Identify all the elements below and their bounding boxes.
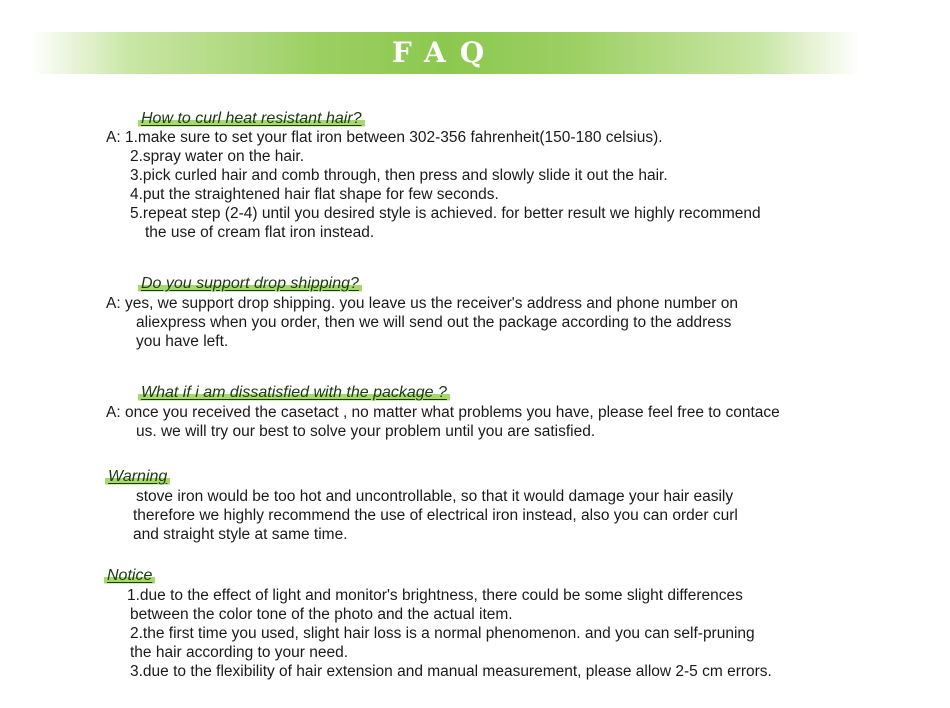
- notice-line: 3.due to the flexibility of hair extension and manual measurement, please allow 2-5 cm errors.: [130, 663, 772, 680]
- notice-heading: Notice: [104, 567, 155, 585]
- faq1-line: 5.repeat step (2-4) until you desired style is achieved. for better result we highly recommend: [130, 205, 761, 222]
- notice-line: the hair according to your need.: [130, 644, 348, 661]
- faq3-line: A: once you received the casetact , no matter what problems you have, please feel free to contace: [106, 404, 780, 421]
- faq1-line: A: 1.make sure to set your flat iron between 302-356 fahrenheit(150-180 celsius).: [106, 129, 663, 146]
- notice-line: 2.the first time you used, slight hair loss is a normal phenomenon. and you can self-pruning: [130, 625, 755, 642]
- warning-line: therefore we highly recommend the use of electrical iron instead, also you can order curl: [133, 507, 738, 524]
- banner-title: FAQ: [391, 36, 499, 69]
- faq1-line: 3.pick curled hair and comb through, then press and slowly slide it out the hair.: [130, 167, 668, 184]
- faq2-line: you have left.: [136, 333, 229, 350]
- faq-banner: [30, 32, 860, 74]
- warning-line: stove iron would be too hot and uncontrollable, so that it would damage your hair easily: [136, 488, 734, 505]
- faq1-question: How to curl heat resistant hair?: [138, 110, 365, 128]
- notice-line: between the color tone of the photo and the actual item.: [130, 606, 513, 623]
- warning-line: and straight style at same time.: [133, 526, 348, 543]
- warning-heading: Warning: [105, 468, 170, 486]
- faq2-line: A: yes, we support drop shipping. you leave us the receiver's address and phone number on: [106, 295, 738, 312]
- faq2-line: aliexpress when you order, then we will send out the package according to the address: [136, 314, 732, 331]
- faq1-line: the use of cream flat iron instead.: [145, 224, 375, 241]
- faq2-question: Do you support drop shipping?: [138, 275, 362, 293]
- faq3-line: us. we will try our best to solve your problem until you are satisfied.: [136, 423, 596, 440]
- faq3-question: What if i am dissatisfied with the package ?: [138, 384, 450, 402]
- notice-line: 1.due to the effect of light and monitor's brightness, there could be some slight differences: [127, 587, 743, 604]
- faq1-line: 2.spray water on the hair.: [130, 148, 305, 165]
- faq1-line: 4.put the straightened hair flat shape for few seconds.: [130, 186, 499, 203]
